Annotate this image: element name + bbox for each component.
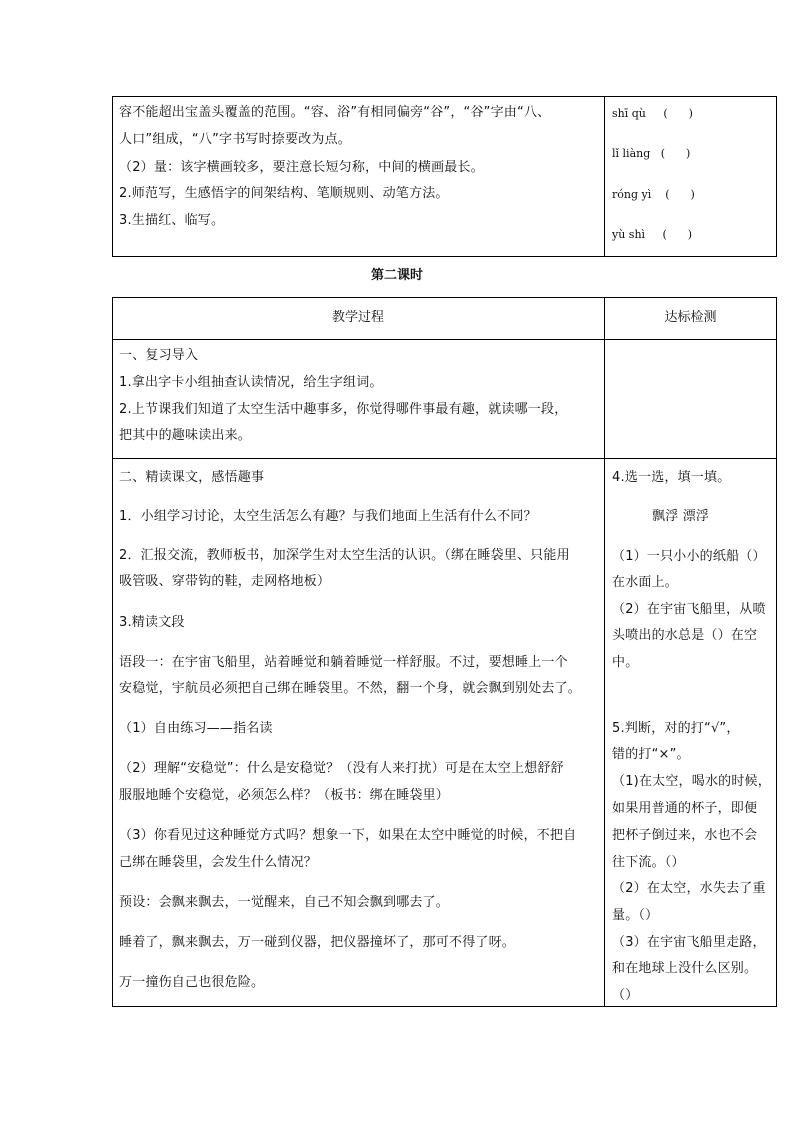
text-line: （1）自由练习——指名读 xyxy=(119,721,273,736)
text-line: 2.师范写，生感悟字的间架结构、笔顺规则、动笔方法。 xyxy=(119,186,449,201)
text-line: 2.上节课我们知道了太空生活中趣事多，你觉得哪件事最有趣，就读哪一段， xyxy=(119,402,568,417)
text-line: 把杯子倒过来，水也不会 xyxy=(612,828,758,843)
text-line: （） xyxy=(612,988,639,1003)
text-line: 错的打“×”。 xyxy=(612,747,690,762)
text-line: 容不能超出宝盖头覆盖的范围。“容、浴”有相同偏旁“谷”，“谷”字由“八、 xyxy=(119,105,551,120)
row-divider xyxy=(113,339,776,340)
text-line: 3.精读文段 xyxy=(119,615,185,630)
text-line: （2）在太空，水失去了重 xyxy=(612,881,766,896)
text-line: 睡着了，飘来飘去，万一碰到仪器，把仪器撞坏了，那可不得了呀。 xyxy=(119,935,516,950)
text-line: 中。 xyxy=(612,655,639,670)
text-line: 二、精读课文，感悟趣事 xyxy=(119,470,265,485)
text-line: 3.生描红、临写。 xyxy=(119,213,225,228)
word-choices: 飘浮 漂浮 xyxy=(652,509,710,524)
column-divider xyxy=(604,97,605,256)
text-line: 在水面上。 xyxy=(612,575,679,590)
row-divider xyxy=(113,458,776,459)
text-line: （2）理解“安稳觉”：什么是安稳觉？（没有人来打扰）可是在太空上想舒舒 xyxy=(119,761,564,776)
text-line: （2）量：该字横画较多，要注意长短匀称，中间的横画最长。 xyxy=(119,160,484,175)
pinyin-item: shī qù ( ) xyxy=(612,107,693,120)
text-line: （1)在太空，喝水的时候， xyxy=(612,774,771,789)
text-line: 1．小组学习讨论，太空生活怎么有趣？与我们地面上生活有什么不同？ xyxy=(119,509,537,524)
text-line: 头喷出的水总是（）在空 xyxy=(612,628,758,643)
text-line: （2）在宇宙飞船里，从喷 xyxy=(612,602,766,617)
pinyin-item: yù shì ( ) xyxy=(612,228,693,241)
text-line: 吸管吸、穿带钩的鞋，走网格地板） xyxy=(119,574,331,589)
exercise-title: 4.选一选，填一填。 xyxy=(612,470,731,485)
text-line: 安稳觉，宇航员必须把自己绑在睡袋里。不然，翻一个身，就会飘到别处去了。 xyxy=(119,681,582,696)
text-line: 往下流。（） xyxy=(612,855,685,870)
text-line: 预设：会飘来飘去，一觉醒来，自己不知会飘到哪去了。 xyxy=(119,895,450,910)
exercise-title: 5.判断，对的打“√”， xyxy=(612,721,740,736)
text-line: 语段一：在宇宙飞船里，站着睡觉和躺着睡觉一样舒服。不过，要想睡上一个 xyxy=(119,655,568,670)
column-header-check: 达标检测 xyxy=(664,310,717,325)
text-line: （3）在宇宙飞船里走路， xyxy=(612,935,766,950)
text-line: 如果用普通的杯子，即便 xyxy=(612,801,758,816)
text-line: （3）你看见过这种睡觉方式吗？想象一下，如果在太空中睡觉的时候，不把自 xyxy=(119,828,577,843)
text-line: 把其中的趣味读出来。 xyxy=(119,428,252,443)
text-line: 和在地球上没什么区别。 xyxy=(612,961,758,976)
text-line: 万一撞伤自己也很危险。 xyxy=(119,975,265,990)
pinyin-item: lǐ liàng ( ) xyxy=(612,147,691,160)
text-line: 量。（） xyxy=(612,908,659,923)
text-line: 人口”组成，“八”字书写时捺要改为点。 xyxy=(119,132,352,147)
text-line: 己绑在睡袋里，会发生什么情况？ xyxy=(119,855,318,870)
text-line: 1.拿出字卡小组抽查认读情况，给生字组词。 xyxy=(119,375,383,390)
column-divider xyxy=(604,298,605,1006)
section-heading: 第二课时 xyxy=(370,268,423,283)
column-header-process: 教学过程 xyxy=(331,310,384,325)
text-line: 一、复习导入 xyxy=(119,348,199,363)
text-line: 服服地睡个安稳觉，必须怎么样？（板书：绑在睡袋里） xyxy=(119,788,450,803)
pinyin-item: róng yì ( ) xyxy=(612,188,695,201)
text-line: 2．汇报交流，教师板书，加深学生对太空生活的认识。（绑在睡袋里、只能用 xyxy=(119,548,570,563)
text-line: （1）一只小小的纸船（） xyxy=(612,549,766,564)
